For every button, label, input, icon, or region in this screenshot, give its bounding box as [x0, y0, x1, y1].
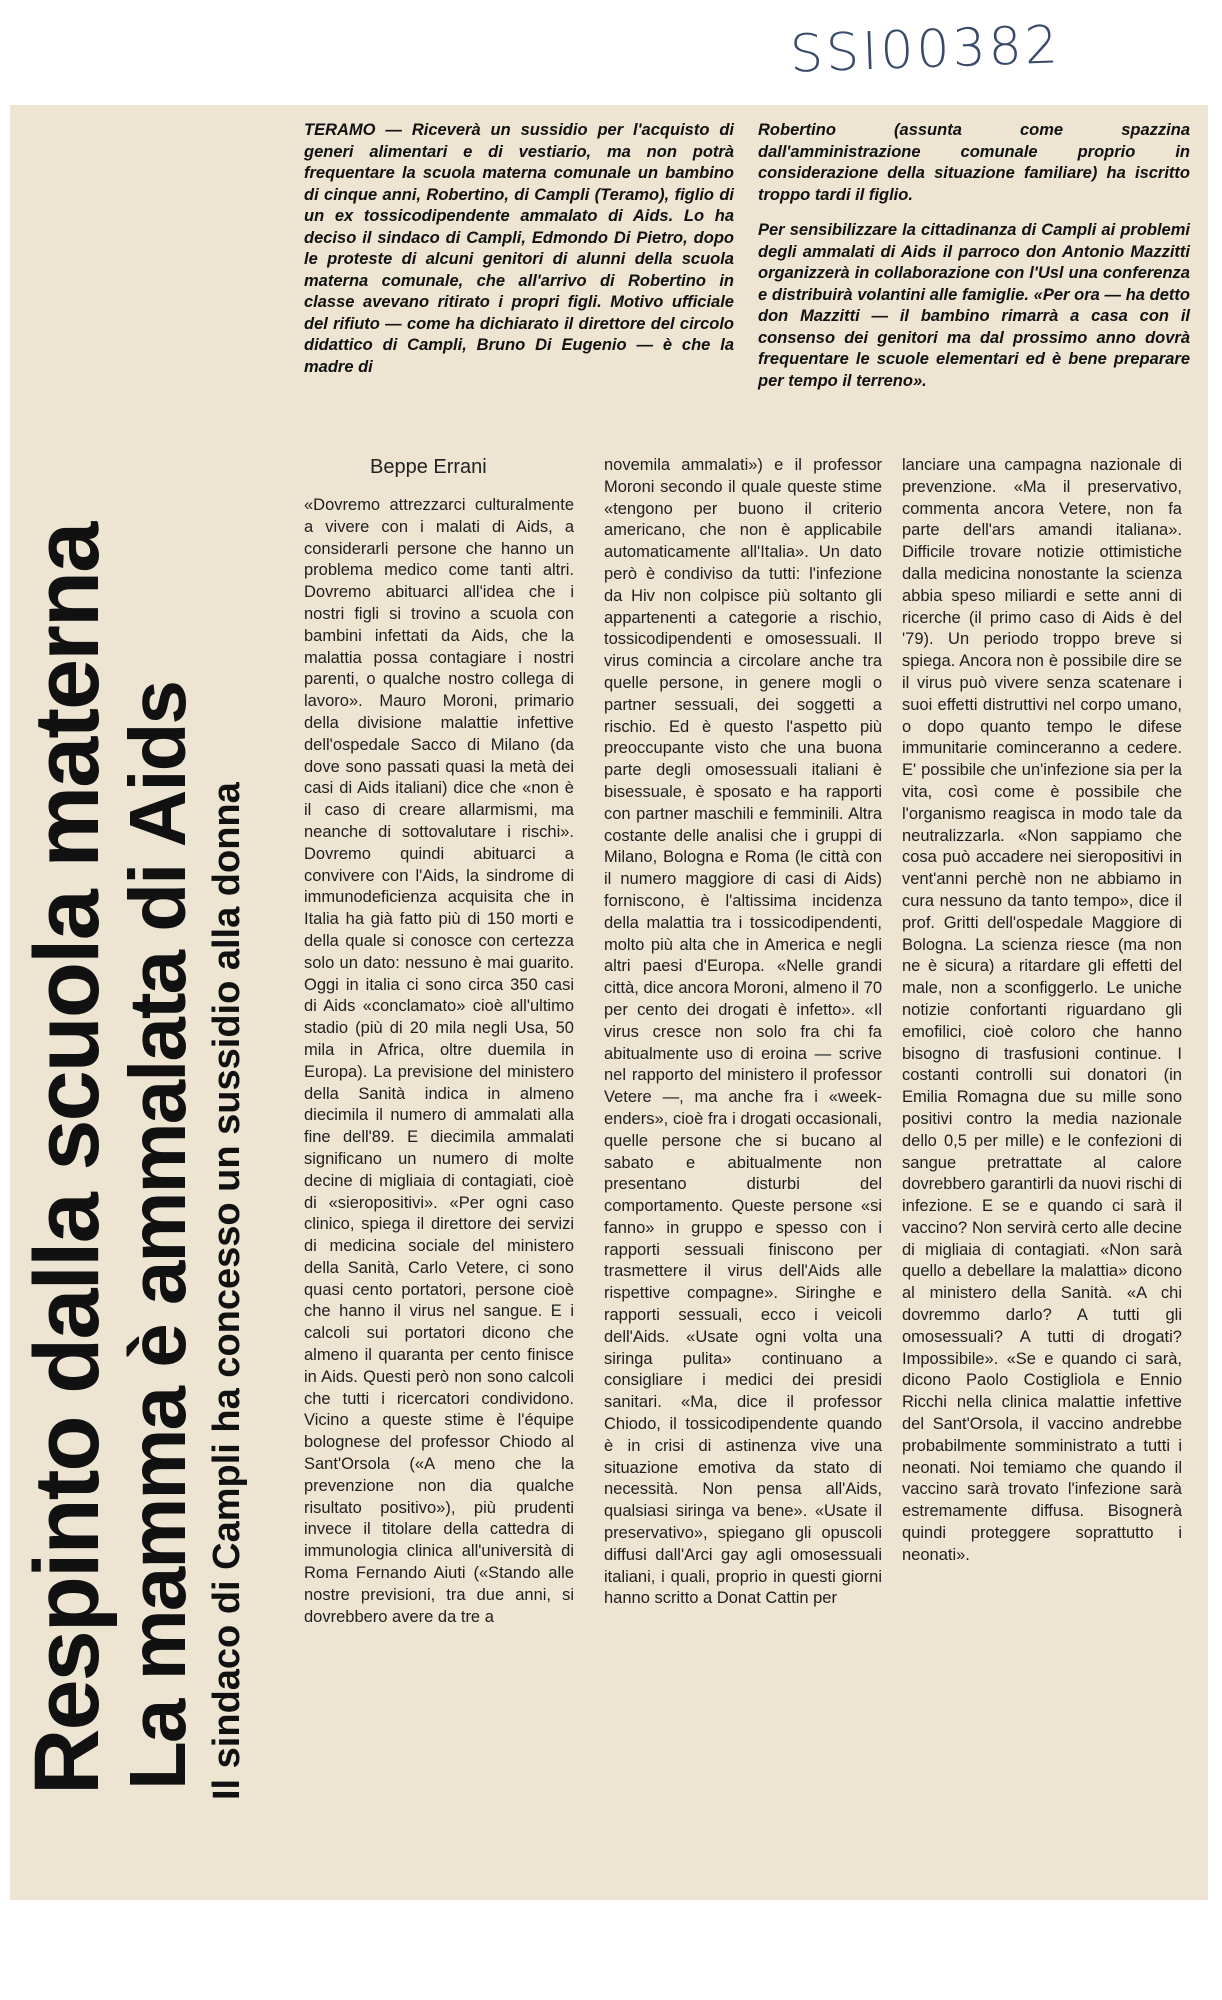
body-column-2 — [604, 455, 882, 1610]
body-column-1-text: «Dovremo attrezzarci culturalmente a vivere con i malati di Aids, a considerarli persone che hanno un problema medico come tanti altri. Dovremo abituarci all'idea che i nostri figli si trovino a scuola con bambini infettati da Aids, che la malattia possa contagiare i nostri parenti, o qualche nostro collega di lavoro». Mauro Moroni, primario della divisione malattie infettive dell'ospedale Sacco di Milano (da dove sono passati quasi la metà dei casi di Aids italiani) dice che «non è il caso di creare allarmismi, ma neanche di sottovalutare i rischi». Dovremo quindi abituarci a convivere con l'Aids, la sindrome di immunodeficienza acquisita che in Italia ha già fatto più di 150 morti e della quale si conosce con certezza solo un dato: nessuno è mai guarito. Oggi in italia ci sono circa 350 casi di Aids «conclamato» cioè all'ultimo stadio (più di 20 mila negli Usa, 50 mila in Africa, oltre duemila in Europa). La previsione del ministero della Sanità indica in almeno diecimila il numero di ammalati alla fine dell'89. E diecimila ammalati significano un numero di molte decine di migliaia di contagiati, cioè di «sieropositivi». «Per ogni caso clinico, spiega il direttore dei servizi di medicina sociale del ministero della Sanità, Carlo Vetere, ci sono quasi cento portatori, persone cioè che hanno il virus nel sangue. E i calcoli sui portatori dicono che almeno il quaranta per cento finisce in Aids. Questi però non sono calcoli che tutti i ricercatori condividono. Vicino a queste stime è l'équipe bolognese del professor Chiodo al Sant'Orsola («A meno che la prevenzione non dia qualche risultato positivo»), più prudenti invece il titolare della cattedra di immunologia clinica all'università di Roma Fernando Aiuti («Stando alle nostre previsioni, tra due anni, si dovrebbero avere da tre a — [304, 496, 574, 1626]
headline-main: Respinto dalla scuola materna — [16, 523, 118, 1795]
headline-subtitle: Il sindaco di Campli ha concesso un sussidio alla donna — [206, 782, 248, 1800]
lead-right-paragraph-2: Per sensibilizzare la cittadinanza di Campli ai problemi degli ammalati di Aids il parroco don Antonio Mazzitti organizzerà in collaborazione con l'Usl una conferenza e distribuirà volantini alle famiglie. «Per ora — ha detto don Mazzitti — il bambino rimarrà a casa con il consenso dei genitori ma dal prossimo anno dovrà frequentare le scuole elementari ed è bene preparare per tempo il terreno». — [758, 221, 1190, 390]
body-column-1 — [304, 495, 574, 1628]
byline: Beppe Errani — [370, 456, 487, 478]
body-column-3 — [902, 455, 1182, 1567]
lead-right — [758, 120, 1190, 406]
headline-second: La mamma è ammalata di Aids — [113, 682, 202, 1790]
lead-left: TERAMO — Riceverà un sussidio per l'acquisto di generi alimentari e di vestiario, ma non potrà frequentare la scuola materna comunale un bambino di cinque anni, Robertino, di Campli (Teramo), figlio di un ex tossicodipendente ammalato di Aids. Lo ha deciso il sindaco di Campli, Edmondo Di Pietro, dopo le proteste di alcuni genitori di alunni della scuola materna comunale, che all'arrivo di Robertino in classe avevano ritirato i propri figli. Motivo ufficiale del rifiuto — come ha dichiarato il direttore del circolo didattico di Campli, Bruno Di Eugenio — è che la madre di — [304, 121, 734, 376]
body-column-3-text: lanciare una campagna nazionale di prevenzione. «Ma il preservativo, commenta ancora Vetere, non fa parte dell'ars amandi italiana». Difficile trovare notizie ottimistiche dalla medicina nonostante la scienza abbia speso miliardi e sette anni di ricerche (il primo caso di Aids è del '79). Un periodo troppo breve si spiega. Ancora non è possibile dire se il virus può vivere senza scatenare i suoi effetti distruttivi nel corpo umano, o dopo quanto tempo le difese immunitarie cominceranno a cedere. E' possibile che un'infezione sia per la vita, così come è possibile che l'organismo reagisca in modo tale da neutralizzarla. «Non sappiamo che cosa può accadere nei sieropositivi in vent'anni perchè non ne abbiamo in cura nessuno da tanto tempo», dice il prof. Gritti dell'ospedale Maggiore di Bologna. La scienza riesce (ma non ne è sicura) a ritardare gli effetti del male, non a sconfiggerlo. Le uniche notizie confortanti riguardano gli emofilici, cioè coloro che hanno bisogno di trasfusioni continue. I costanti controlli sui donatori (in Emilia Romagna due su mille sono positivi contro la media nazionale dello 0,5 per mille) e le confezioni di sangue pretrattate al calore dovrebbero garantirli da nuovi rischi di infezione. E se e quando ci sarà il vaccino? Non servirà certo alle decine di migliaia di contagiati. «Non sarà quello a debellare la malattia» dicono al ministero della Sanità. «A chi dovremmo darlo? A tutti gli omosessuali? A tutti di drogati? Impossibile». «Se e quando ci sarà, dicono Paolo Costigliola e Ennio Ricchi nella clinica malattie infettive del Sant'Orsola, il vaccino andrebbe probabilmente somministrato a tutti i neonati. Noi temiamo che quando il vaccino sarà trovato l'infezione sarà estremamente diffusa. Bisognerà quindi proteggere soprattutto i neonati». — [902, 456, 1182, 1564]
archive-code: SSI00382 — [789, 15, 1062, 85]
lead-right-paragraph-1: Robertino (assunta come spazzina dall'amministrazione comunale proprio in considerazione della situazione familiare) ha iscritto troppo tardi il figlio. — [758, 121, 1190, 204]
body-column-2-text: novemila ammalati») e il professor Moroni secondo il quale queste stime «tengono per buono il criterio americano, che non è applicabile automaticamente all'Italia». Un dato però è condiviso da tutti: l'infezione da Hiv non colpisce più soltanto gli appartenenti a categorie a rischio, tossicodipendenti e omosessuali. Il virus comincia a circolare anche tra quelle persone, in genere mogli o partner sessuali, dei soggetti a rischio. Ed è questo l'aspetto più preoccupante visto che una buona parte degli omosessuali italiani è bisessuale, è sposato e ha rapporti con partner maschili e femminili. Altra costante delle analisi che i gruppi di Milano, Bologna e Roma (le città con il numero maggiore di casi di Aids) forniscono, è l'altissima incidenza della malattia tra i tossicodipendenti, molto più alta che in America e negli altri paesi d'Europa. «Nelle grandi città, dice ancora Moroni, almeno il 70 per cento dei drogati è infetto». «Il virus cresce non solo fra chi fa abitualmente uso di eroina — scrive nel rapporto del ministero il professor Vetere —, ma anche fra i «week-enders», cioè fra i drogati occasionali, quelle persone che si bucano al sabato e abitualmente non presentano disturbi del comportamento. Queste persone «si fanno» in gruppo e spesso con i rapporti sessuali finiscono per trasmettere il virus dell'Aids alle rispettive compagne». Siringhe e rapporti sessuali, ecco i veicoli dell'Aids. «Usate ogni volta una siringa pulita» continuano a consigliare i medici dei presidi sanitari. «Ma, dice il professor Chiodo, il tossicodipendente quando è in crisi di astinenza vive una situazione emotiva da stato di necessità. Non pensa all'Aids, qualsiasi siringa va bene». «Usate il preservativo», spiegano gli opuscoli diffusi dall'Arci gay agli omosessuali italiani, i quali, proprio in questi giorni hanno scritto a Donat Cattin per — [604, 456, 882, 1608]
